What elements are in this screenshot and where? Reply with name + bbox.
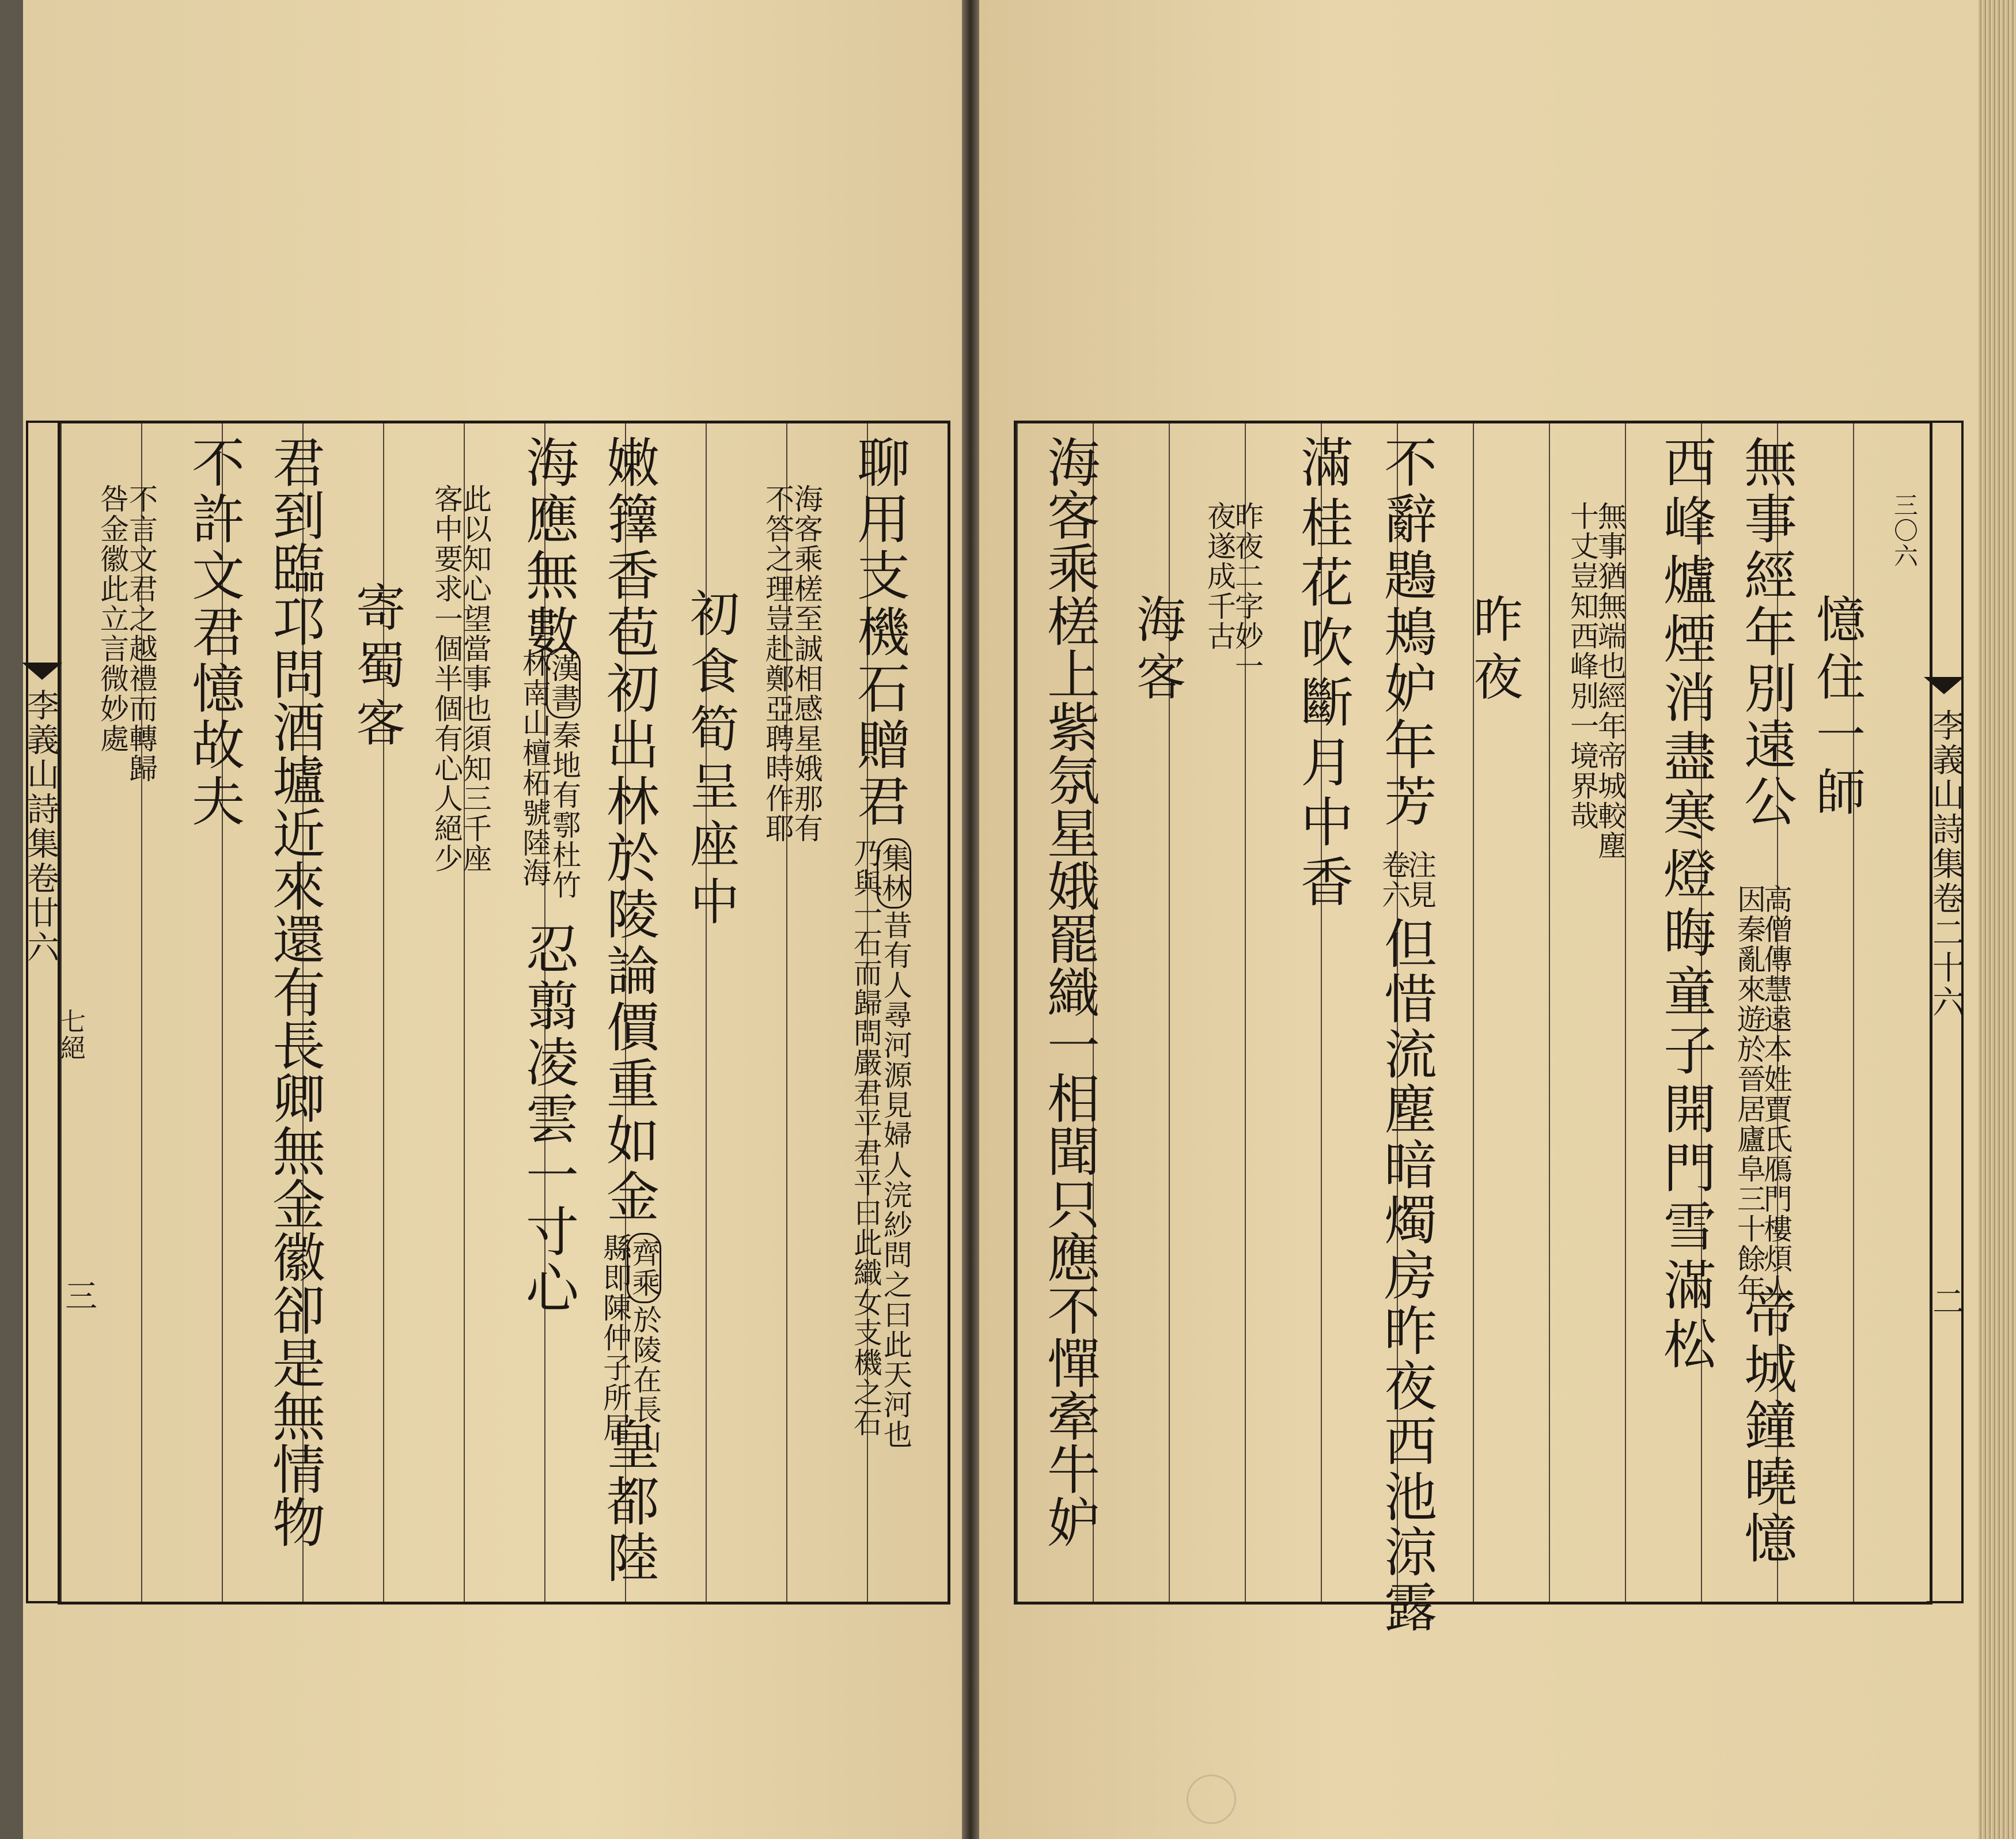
commentary-line: 夜遂成千古 <box>1203 501 1236 651</box>
poem-line: 忍翦凌雲一寸心 <box>517 922 579 1317</box>
left-margin-page-number: 三 <box>60 1279 97 1314</box>
annotation-line: 縣即陳仲子所居 <box>598 1233 632 1443</box>
poem-title: 海客 <box>1128 593 1185 709</box>
column-rule <box>1549 423 1550 1602</box>
page-edges <box>1979 0 2016 1839</box>
poem-line: 海客乘槎上紫氛星娥罷織一相聞只應不憚牽牛妒 <box>1039 435 1100 1548</box>
book-gutter <box>962 0 979 1839</box>
commentary-line: 此以知心望當事也須知三千座 <box>458 484 492 873</box>
poem-title: 寄蜀客 <box>347 582 405 755</box>
annotation-line: 因秦亂來遊於晉居廬阜三十餘年 <box>1733 884 1766 1304</box>
commentary-line: 不言文君之越禮而轉歸 <box>124 484 158 784</box>
poem-line: 西峰爐煙消盡寒燈晦童子開門雪滿松 <box>1655 435 1716 1375</box>
poem-line: 聊用支機石贈君 <box>848 435 910 830</box>
commentary-line: 客中要求一個半個有心人絕少 <box>430 484 463 873</box>
annotation-source-tag: 齊乘 <box>627 1233 661 1303</box>
annotation-line: 秦地有鄠杜竹 <box>548 720 581 900</box>
corner-note: 三〇六 <box>1890 493 1919 569</box>
poem-line: 皇都陸 <box>598 1417 660 1587</box>
annotation-source-tag: 集林 <box>877 838 911 909</box>
annotation-line: 於陵在長山 <box>628 1305 662 1455</box>
poem-line: 滿桂花吹斷月中香 <box>1292 435 1354 914</box>
commentary-line: 咎金徽此立言微妙處 <box>96 484 129 754</box>
commentary-line: 海客乘槎至誠相感星娥那有 <box>790 484 823 843</box>
commentary-line: 不答之理豈赴鄭亞聘時作耶 <box>761 484 794 843</box>
commentary-line: 無事猶無端也經年帝城較塵 <box>1593 501 1627 861</box>
left-margin-band <box>22 421 60 1603</box>
poem-line: 嫩籜香苞初出林於陵論價重如金 <box>598 435 660 1225</box>
commentary-line: 昨夜二字妙一 <box>1230 501 1264 681</box>
annotation-line: 卷六 <box>1377 850 1411 910</box>
poem-line: 無事經年別遠公 <box>1735 435 1797 830</box>
commentary-line: 十丈豈知西峰別一境界哉 <box>1566 501 1599 831</box>
poem-title: 昨夜 <box>1465 593 1522 709</box>
column-rule <box>1017 423 1018 1602</box>
poem-line: 海應無數 <box>517 435 579 661</box>
annotation-line: 乃與一石而歸問嚴君平君平曰此織女支機之石 <box>849 838 882 1437</box>
left-margin-genre: 七絕 <box>56 1008 85 1061</box>
poem-line: 不許文君憶故夫 <box>183 435 245 830</box>
left-margin-title: 李義山詩集卷廿六 <box>22 688 59 965</box>
poem-line: 但惜流塵暗燭房昨夜西池涼露 <box>1375 916 1437 1635</box>
annotation-line: 注見 <box>1403 850 1437 910</box>
poem-line: 帝城鐘曉憶 <box>1735 1285 1797 1567</box>
annotation-line: 林南山檀柘號陸海 <box>518 648 551 888</box>
poem-title: 初食筍呈座中 <box>681 588 739 933</box>
annotation-line: 昔有人尋河源見婦人浣紗問之曰此天河也 <box>879 910 912 1450</box>
library-seal <box>1187 1774 1236 1824</box>
annotation-line: 高僧傳慧遠本姓賈氏鴈門樓煩人 <box>1759 884 1793 1304</box>
poem-line: 君到臨邛問酒壚近來還有長卿無金徽卻是無情物 <box>264 435 325 1548</box>
poem-line: 不辭鶗鴂妒年芳 <box>1375 435 1437 830</box>
right-margin-title: 李義山詩集卷二十六 <box>1927 709 1965 1020</box>
poem-title: 憶住一師 <box>1807 593 1865 824</box>
right-margin-page-number: 二 <box>1927 1285 1965 1319</box>
annotation-source-tag: 漢書 <box>546 648 581 718</box>
